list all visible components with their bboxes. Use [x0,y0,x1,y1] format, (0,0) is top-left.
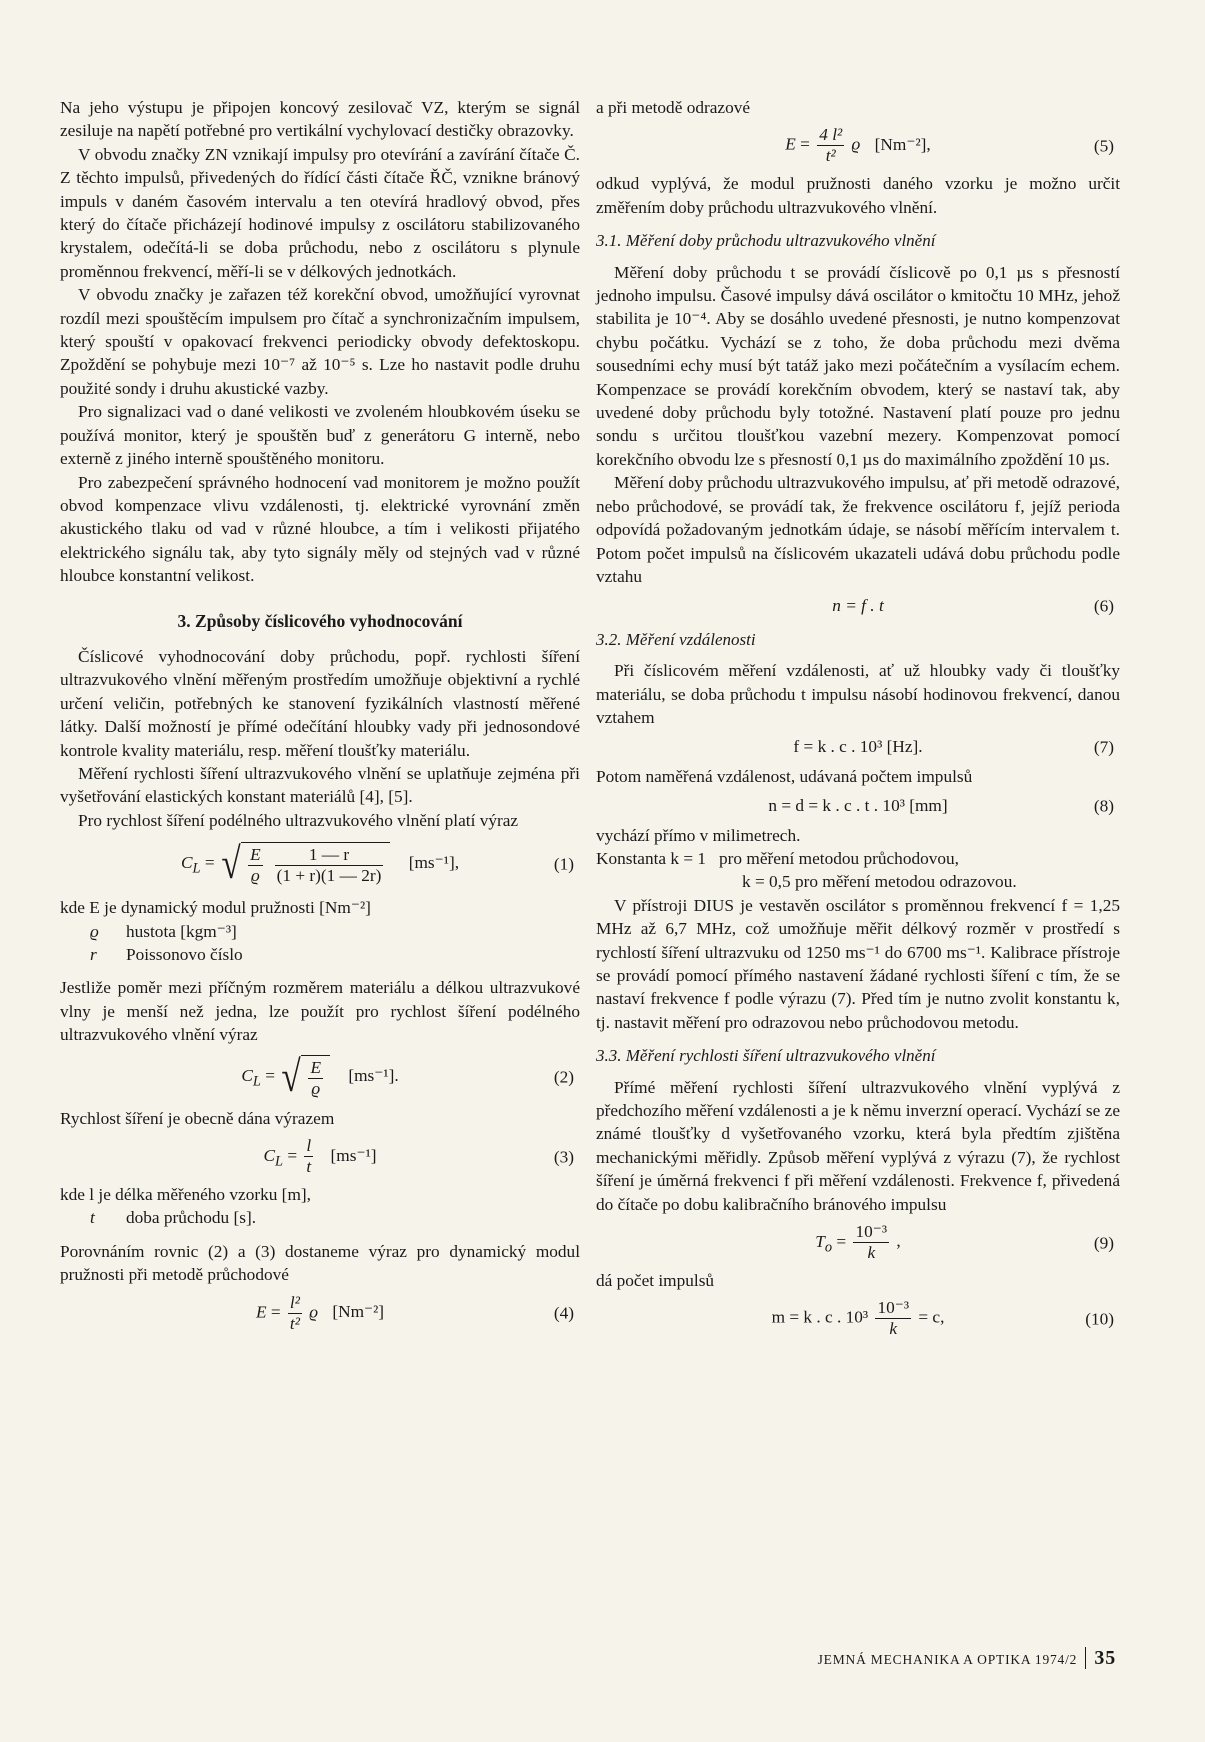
paragraph: a při metodě odrazové [596,98,751,117]
paragraph: Měření rychlosti šíření ultrazvukového vlnění se uplatňuje zejména při vyšetřování elastických konstant materiálů [4], [5]. [60,763,580,807]
equation-2: $C_L$ = √ $\frac{E}{ϱ}$ [ms⁻¹]. (2) [241,1051,574,1101]
journal-name: JEMNÁ MECHANIKA A OPTIKA 1974/2 [817,1652,1078,1667]
equation-4: E = $\frac{\text{l²}}{\text{t²}}$ ϱ [Nm⁻²] (4) [255,1292,574,1333]
paragraph: dá počet impulsů [596,1271,715,1291]
paragraph: V obvodu značky je zařazen též korekční obvod, umožňující vyrovnat rozdíl mezi spouštěcím impulsem pro čítač a synchronizačním impulsem, který spouští v opakovací frekvenci periodicky obvody defektoskopu. Zpoždění se pohybuje mezi 10⁻⁷ až 10⁻⁵ s. Lze ho nastavit podle druhu použité sondy i druhu akustické vazby. [60,285,580,398]
paragraph: Při číslicovém měření vzdálenosti, ať už hloubky vady či tloušťky materiálu, se doba průchodu t impulsu násobí hodinovou frekvencí, danou vztahem [596,661,1120,727]
paragraph: Porovnáním rovnic (2) a (3) dostaneme výraz pro dynamický modul pružnosti při metodě průchodové [60,1241,580,1285]
paragraph: Na jeho výstupu je připojen koncový zesilovač VZ, kterým se signál zesiluje na napětí potřebné pro vertikální vychylovací destičky obrazovky. [60,98,580,141]
paragraph: k = 0,5 pro měření metodou odrazovou. [742,872,1017,892]
subsection-heading: 3.3. Měření rychlosti šíření ultrazvukového vlnění [596,1046,936,1066]
paragraph: Pro signalizaci vad o dané velikosti ve zvoleném hloubkovém úseku se používá monitor, který je spouštěn buď z generátoru G interně, nebo externě z jiného interně spouštěného monitoru. [60,402,580,469]
equation-7: f = k . c . 10³ [Hz]. (7) [793,737,1114,757]
paragraph: Rychlost šíření je obecně dána výrazem [60,1108,335,1128]
page-footer [696,1647,1116,1670]
paragraph: V obvodu značky ZN vznikají impulsy pro otevírání a zavírání čítače Č. Z těchto impulsů, přivedených do řídící části čítače ŘČ, vznikne bránový impuls v daném časovém intervalu a ten otevírá hradlový obvod, přes který do čítače přicházejí hodinové impulsy z oscilátoru stabilizovaného krystalem, odečítá-li se doba průchodu, nebo z oscilátoru s plynule proměnnou frekvencí, měří-li se v délkových jednotkách. [60,144,580,281]
subsection-heading: 3.2. Měření vzdálenosti [596,629,756,649]
paragraph: kde E je dynamický modul pružnosti [Nm⁻²] [60,898,371,918]
paragraph: Potom naměřená vzdálenost, udávaná počtem impulsů [596,766,973,786]
equation-9: $T_o$ = $\frac{\text{10⁻³}}{k}$ , (9) [815,1222,1114,1263]
paragraph: Pro zabezpečení správného hodnocení vad monitorem je možno použít obvod kompenzace vlivu vzdálenosti, tj. elektrické vyrovnání změn akustického tlaku od vad v různé hloubce, a tím i velikosti přijatého elektrického signálu tak, aby tyto signály měly od stejných vad v různé hloubce konstantní velikost. [60,472,580,586]
definition-list: t doba průchodu [s]. [90,1208,257,1228]
paragraph: vychází přímo v milimetrech. [596,825,801,845]
right-column [596,96,1120,1345]
paragraph: Měření doby průchodu t se provádí číslicově po 0,1 µs s přesností jednoho impulsu. Časové impulsy dává oscilátor o kmitočtu 10 MHz, jehož stabilita je 10⁻⁴. Aby se dosáhlo uvedené přesnosti, je nutno kompenzovat chybu počátku. Vychází se z toho, že doba průchodu mezi dvěma sousedními echy musí být tatáž jako mezi počátečním a vysílacím echem. Kompenzace se provádí korekčním obvodem, který se nastaví tak, aby uvedené doby průchodu byly totožné. Nastavení platí pouze pro jednu sondu s určitou tloušťkou vazební mezery. Kompenzovat pomocí korekčního obvodu lze s přesností 0,1 µs do maximálního zpoždění 10 µs. [596,262,1120,469]
left-column [60,96,580,1340]
paragraph: Jestliže poměr mezi příčným rozměrem materiálu a délkou ultrazvukové vlny je menší než jedna, lze použít pro rychlost šíření podélného ultrazvukového vlnění výraz [60,978,580,1045]
page-number: 35 [1085,1647,1116,1669]
paragraph: Měření doby průchodu ultrazvukového impulsu, ať při metodě odrazové, nebo průchodové, se provádí tak, že frekvence oscilátoru f, jejíž perioda odpovídá požadovaným jednotkám údaje, se násobí měřícím intervalem t. Potom počet impulsů na číslicovém ukazateli udává dobu průchodu podle vztahu [596,473,1120,586]
paragraph: V přístroji DIUS je vestavěn oscilátor s proměnnou frekvencí f = 1,25 MHz až 6,7 MHz, což umožňuje měřit délkový rozměr v prostředí s rychlostí šíření ultrazvuku od 1250 ms⁻¹ do 6700 ms⁻¹. Kalibrace přístroje se provádí pomocí přímého nastavení žádané rychlosti šíření c tím, že se nastaví frekvence f podle výrazu (7). Před tím je nutno zvolit konstantu k, tj. nastavit měření pro odrazovou nebo průchodovou metodu. [596,895,1120,1032]
subsection-heading: 3.1. Měření doby průchodu ultrazvukového vlnění [596,231,936,251]
section-heading: 3. Způsoby číslicového vyhodnocování [177,610,463,631]
equation-3: $C_L$ = $\frac{l}{t}$ [ms⁻¹] (3) [263,1136,574,1177]
paragraph: Pro rychlost šíření podélného ultrazvukového vlnění platí výraz [78,810,519,830]
equation-8: n = d = k . c . t . 10³ [mm] (8) [768,796,1114,816]
equation-5: E = $\frac{\text{4 l²}}{\text{t²}}$ ϱ [Nm⁻²], (5) [785,125,1114,166]
paragraph: kde l je délka měřeného vzorku [m], [60,1185,311,1205]
definition-list: ϱ hustota [kgm⁻³] r Poissonovo číslo [90,921,243,964]
paragraph: Konstanta k = 1 pro měření metodou průchodovou, [596,848,959,868]
paragraph: odkud vyplývá, že modul pružnosti daného vzorku je možno určit změřením doby průchodu ultrazvukového vlnění. [596,174,1120,217]
paragraph: Přímé měření rychlosti šíření ultrazvukového vlnění vyplývá z předchozího měření vzdálenosti a je k němu inverzní operací. Vychází se ze známé tloušťky d vyšetřovaného vzorku, která byla předtím zjištěna mechanickými měřidly. Způsob měření vyplývá z výrazu (7), že rychlost šíření je úměrná frekvenci f při měření vzdálenosti. Frekvence f, přivedená do čítače po dobu kalibračního bránového impulsu [596,1077,1120,1214]
equation-6: n = f . t (6) [832,596,1114,616]
equation-1: $C_L$ = √ $\frac{E}{ϱ}$ $\frac{1 — r}{(1 + r)(1 — 2r)}$ [ms⁻¹], (1) [180,839,574,889]
paragraph: Číslicové vyhodnocování doby průchodu, popř. rychlosti šíření ultrazvukového vlnění měřeným prostředím umožňuje objektivní a rychlé určení veličin, potřebných ke stanovení fyzikálních vlastností měřené látky. Další možností je přímé odečítání hloubky vady při jednosondové kontrole kvality materiálu, resp. měření tloušťky materiálu. [60,646,580,760]
equation-10: m = k . c . 10³ $\frac{\text{10⁻³}}{k}$ = c, (10) [771,1298,1114,1339]
